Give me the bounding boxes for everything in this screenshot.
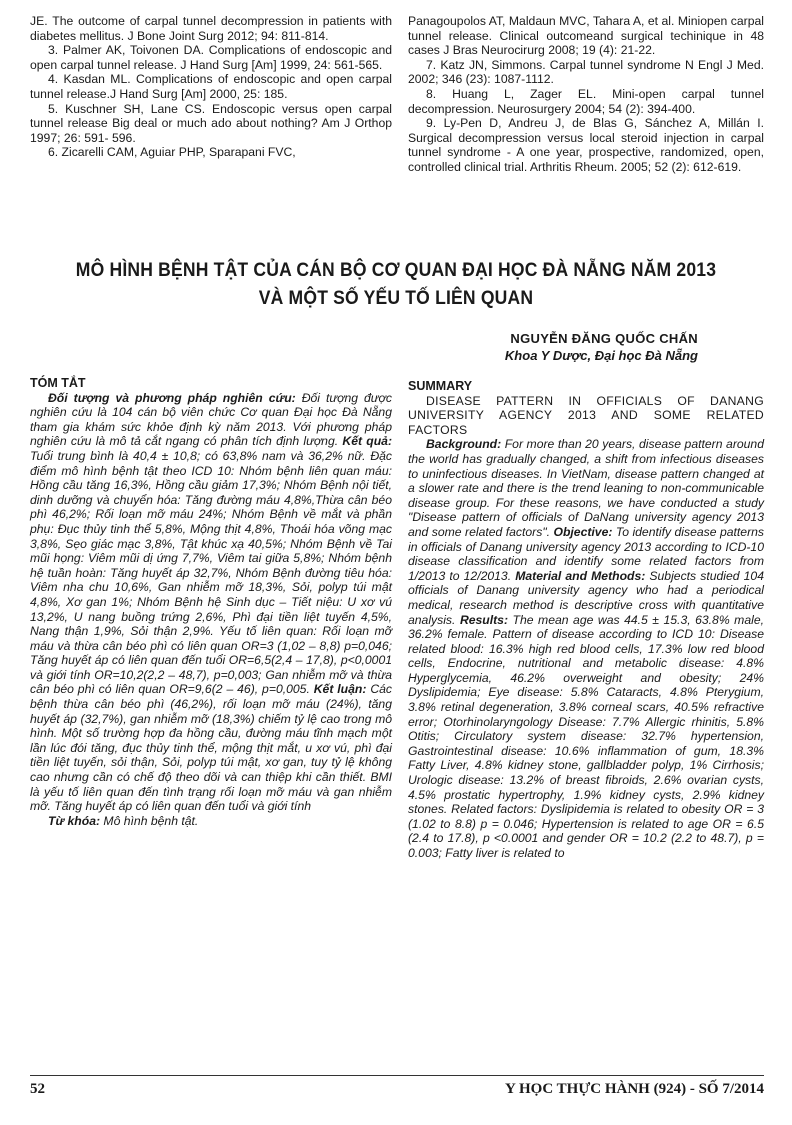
results-text: Tuổi trung bình là 40,4 ± 10,8; có 63,8% nam và 36,2% nữ. Đặc điểm mô hình bệnh tật theo ICD 10: Nhóm bệnh liên quan máu: Hồng cầu tăng 16,3%, Hồng cầu giảm 17,3%; Nhóm Bệnh nội tiết, dinh dưỡng và chuyển hóa: Tăng đường máu 4,8%,Thừa cân béo phì 46,2%; Rối loạn mỡ máu 24%; Nhóm Bệnh về mắt và phần phụ: Đục thủy tinh thể 5,8%, Mộng thịt 4,8%, Thoái hóa võng mạc 3,8%, Sẹo giác mạc 3,8%, Tật khúc xạ 40,5%; Nhóm Bệnh về Tai mũi họng: Viêm mũi dị ứng 7,7%, Viêm tai giữa 5,8%; Nhóm bệnh hệ tuần hoàn: Tăng huyết áp 32,7%, Nhóm Bệnh đường tiêu hóa: Viêm nha chu 10,6%, Gan nhiễm mỡ 18,3%, Sỏi, polyp túi mật 4,8%, Xơ gan 1%; Nhóm Bệnh hệ Sinh dục – Tiết niệu: U xơ vú 13,2%, U nang buồng trứng 2,6%, Phì đại tiền liệt tuyến 4,5%, Nang thận 1,9%, Sỏi thận 2,9%. Yếu tố liên quan: Rối loạn mỡ máu và thừa cân béo phì có liên quan OR=3 (1,02 – 8,8) p=0,046; Tăng huyết áp có liên quan đến tuổi OR=6,5(2,4 – 17,8), p<0,0001 và giới tính OR=10,2(2,2 – 48,7), p=0,003; Gan nhiễm mỡ và thừa cân béo phì có liên quan OR=9,6(2 – 46), p=0,005.: [30, 448, 392, 697]
references-left: [30, 14, 392, 160]
reference-item: 3. Palmer AK, Toivonen DA. Complications of endoscopic and open carpal tunnel release. J Hand Surg [Am] 1999, 24: 561-565.: [30, 43, 392, 72]
keywords: [30, 814, 392, 829]
author-affiliation: Khoa Y Dược, Đại học Đà Nẵng: [504, 348, 698, 363]
conclusion-text: Các bệnh thừa cân béo phì (46,2%), rối loạn mỡ máu (24%), tăng huyết áp (32,7%), gan nhiễm mỡ (18,3%) chiếm tỷ lệ cao trong mô hình. Một số trường hợp đa hồng cầu, đường máu tĩnh mạch một lần lúc đói tăng, đục thủy tinh thể, mộng thịt mắt, u xơ vú, phì đại tiền liệt tuyến, sỏi thận, Sỏi, polyp túi mật, xơ gan, tuy tỷ lệ không cao nhưng cần có chế độ theo dõi và can thiệp khi cần thiết. BMI là yếu tố liên quan đến tình trạng rối loạn mỡ máu và gan nhiễm mỡ. Tăng huyết áp có liên quan đến tuổi và giới tính: [30, 682, 393, 814]
summary-title: DISEASE PATTERN IN OFFICIALS OF DANANG UNIVERSITY AGENCY 2013 AND SOME RELATED FACTORS: [408, 393, 764, 437]
summary-heading: SUMMARY: [408, 379, 473, 393]
reference-item: 9. Ly-Pen D, Andreu J, de Blas G, Sánchez A, Millán I. Surgical decompression versus local steroid injection in carpal tunnel syndrome - A one year, prospective, randomized, open, controlled clinical trial. Arthritis Rheum. 2005; 52 (2): 612-619.: [408, 116, 764, 174]
journal-issue: Y HỌC THỰC HÀNH (924) - SỐ 7/2014: [504, 1081, 764, 1097]
objective-text: To identify disease patterns in officials of Danang university agency 2013 according to ICD-10 disease classification and identify some related factors from 1/2013 to 12/2013.: [408, 524, 765, 583]
methods-text: Đối tượng được nghiên cứu là 104 cán bộ viên chức Cơ quan Đại học Đà Nẵng tham gia khám sức khỏe định kỳ năm 2013. Với phương pháp nghiên cứu là mô tả cắt ngang có phân tích định lượng.: [30, 390, 392, 449]
background-text: For more than 20 years, disease pattern around the world has gradually changed, a shift from infectious diseases to uninfectious diseases. In VietNam, disease pattern changed at a slower rate and there is the trend leaning to non-communicable disease group. For these reasons, we have conducted a study "Disease pattern of officials of DaNang university agency 2013 and some related factors".: [408, 437, 764, 539]
reference-item: 6. Zicarelli CAM, Aguiar PHP, Sparapani FVC,: [48, 145, 296, 160]
methods-label: Material and Methods:: [515, 568, 646, 583]
keywords-text: Mô hình bệnh tật.: [100, 813, 199, 828]
results-text: The mean age was 44.5 ± 15.3, 63.8% male, 36.2% female. Pattern of disease according to ICD 10: Disease related blood: 16.3% high red blood cells, 17.3% low red blood cells, Endocrine, nutritional and metabolic disease: 4.8% Hyperglycemia, 46.2% overweight and obesity; 24% Dyslipidemia; Eye disease: 5.8% Cataracts, 4.8% Pterygium, 3.8% retinal degeneration, 3.8% corneal scars, 40.5% refractive error; Otorhinolaryngology Disease: 7.7% Allergic rhinitis, 5.8% Otitis; Circulatory system disease: 32.7% hypertension, Gastrointestinal disease: 10.6% inflammation of gum, 18.3% Fatty Liver, 4.8% kidney stone, gallbladder polyp, 1% Cirrhosis; Urologic disease: 13.2% of breast fibroids, 2.6% ovarian cysts, 4.5% prostatic hypertrophy, 1.9% kidney cysts, 2.9% kidney stones. Related factors: Dyslipidemia is related to obesity OR = 3 (1.02 to 8.8) p = 0.046; Hypertension is related to age OR = 6.5 (2.4 to 17.8), p <0.0001 and gender OR = 10.2 (2.2 to 48.7), p = 0.003; Fatty liver is related to: [408, 612, 764, 860]
article-title-line-2: VÀ MỘT SỐ YẾU TỐ LIÊN QUAN: [258, 287, 534, 309]
objective-label: Objective:: [553, 524, 613, 539]
background-label: Background:: [426, 437, 502, 452]
reference-item: JE. The outcome of carpal tunnel decompression in patients with diabetes mellitus. J Bone Joint Surg 2012; 94: 811-814.: [30, 14, 392, 43]
author-name: NGUYỄN ĐĂNG QUỐC CHẤN: [510, 331, 698, 346]
reference-item: 4. Kasdan ML. Complications of endoscopic and open carpal tunnel release.J Hand Surg [Am] 2000, 25: 185.: [30, 72, 392, 101]
reference-item: 5. Kuschner SH, Lane CS. Endoscopic versus open carpal tunnel release Big deal or much ado about nothing? Am J Orthop 1997; 26: 591- 596.: [30, 101, 392, 145]
results-label: Kết quả:: [342, 434, 393, 449]
conclusion-label: Kết luận:: [313, 682, 367, 697]
reference-item: Panagoupolos AT, Maldaun MVC, Tahara A, et al. Miniopen carpal tunnel release. Clinical outcomeand surgical techinique in 48 cases J Bras Neurocirurg 2008; 19 (4): 21-22.: [408, 14, 764, 58]
footer-divider: [30, 1075, 764, 1076]
article-title-line-1: MÔ HÌNH BỆNH TẬT CỦA CÁN BỘ CƠ QUAN ĐẠI HỌC ĐÀ NẴNG NĂM 2013: [75, 259, 717, 281]
keywords-label: Từ khóa:: [48, 813, 101, 828]
page-number: 52: [30, 1081, 45, 1097]
abstract-heading: TÓM TẮT: [30, 376, 86, 390]
reference-item: 7. Katz JN, Simmons. Carpal tunnel syndrome N Engl J Med. 2002; 346 (23): 1087-1112.: [408, 57, 764, 87]
results-label: Results:: [459, 612, 509, 627]
summary-body: [408, 437, 764, 860]
methods-text: Subjects studied 104 officials of Danang university agency who had a periodical medical, research method is descriptive cross with quantitative analysis.: [408, 568, 764, 627]
abstract-english: [408, 379, 764, 861]
abstract-body: [30, 391, 392, 814]
references-right: [408, 14, 764, 175]
methods-label: Đối tượng và phương pháp nghiên cứu:: [48, 390, 296, 405]
abstract-vietnamese: [30, 376, 392, 828]
reference-item: 8. Huang L, Zager EL. Mini-open carpal tunnel decompression. Neurosurgery 2004; 54 (2): 394-400.: [408, 86, 764, 116]
